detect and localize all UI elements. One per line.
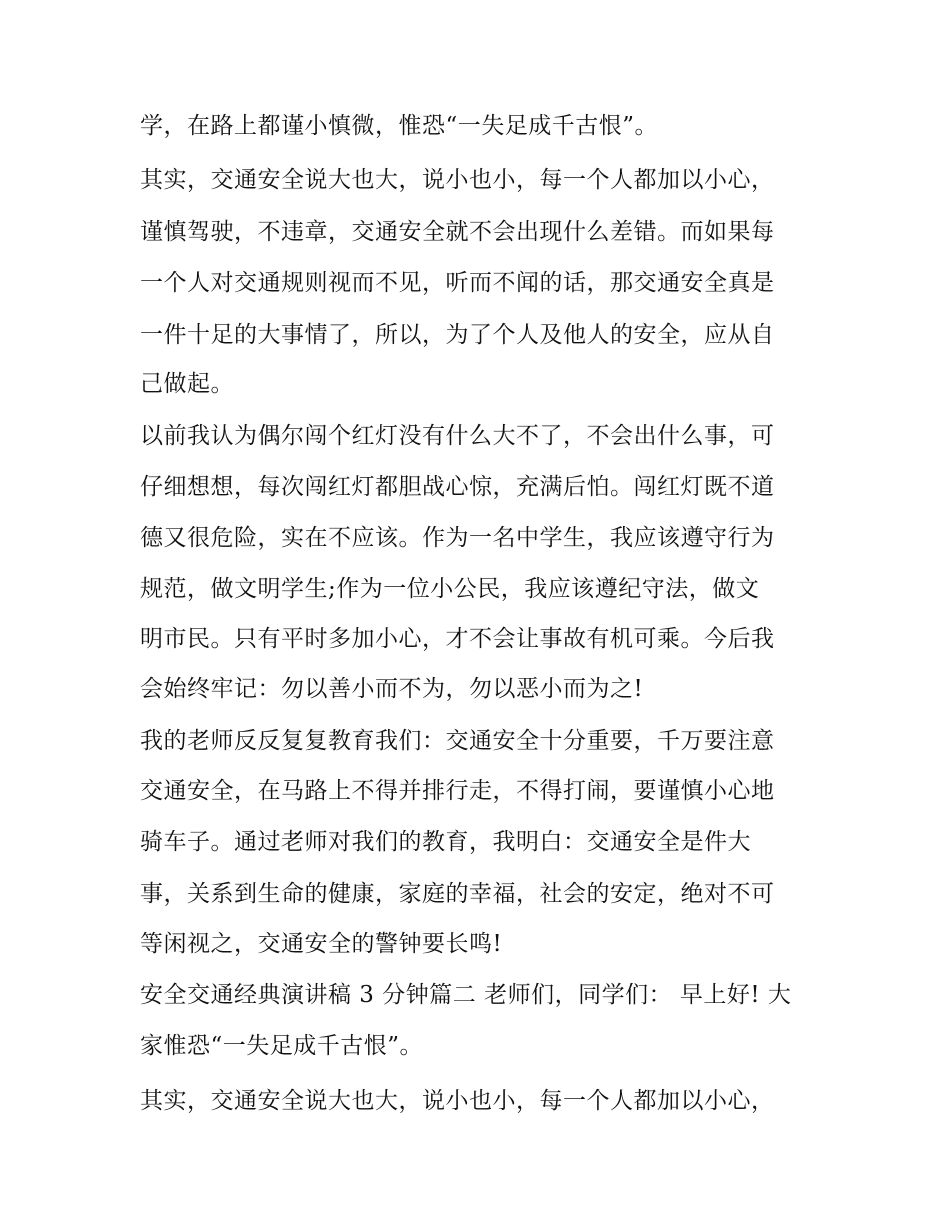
text-line: 一件十足的大事情了，所以，为了个人及他人的安全，应从自	[140, 322, 775, 348]
text-line: 交通安全，在马路上不得并排行走，不得打闹，要谨慎小心地	[140, 778, 775, 804]
text-line: 以前我认为偶尔闯个红灯没有什么大不了，不会出什么事，可	[140, 423, 775, 449]
text-line: 仔细想想，每次闯红灯都胆战心惊，充满后怕。闯红灯既不道	[140, 474, 775, 500]
text-line: 其实，交通安全说大也大，说小也小，每一个人都加以小心，	[140, 1088, 775, 1114]
text-line: 等闲视之，交通安全的警钟要长鸣!	[140, 931, 503, 957]
text-line: 德又很危险，实在不应该。作为一名中学生，我应该遵守行为	[140, 525, 775, 551]
text-line: 己做起。	[140, 371, 234, 397]
text-line: 家惟恐“一失足成千古恨”。	[140, 1033, 424, 1059]
text-line: 明市民。只有平时多加小心，才不会让事故有机可乘。今后我	[140, 626, 775, 652]
text-line: 一个人对交通规则视而不见，听而不闻的话，那交通安全真是	[140, 270, 775, 296]
text-line: 安全交通经典演讲稿 3 分钟篇二 老师们，同学们： 早上好! 大	[140, 982, 792, 1008]
text-line: 其实，交通安全说大也大，说小也小，每一个人都加以小心，	[140, 167, 775, 193]
text-line: 谨慎驾驶，不违章，交通安全就不会出现什么差错。而如果每	[140, 219, 775, 245]
text-line: 学，在路上都谨小慎微，惟恐“一失足成千古恨”。	[140, 113, 659, 139]
text-line: 我的老师反反复复教育我们：交通安全十分重要，千万要注意	[140, 728, 775, 754]
text-line: 会始终牢记：勿以善小而不为，勿以恶小而为之!	[140, 676, 644, 702]
text-line: 事，关系到生命的健康，家庭的幸福，社会的安定，绝对不可	[140, 881, 775, 907]
text-line: 骑车子。通过老师对我们的教育，我明白：交通安全是件大	[140, 829, 751, 855]
text-line: 规范，做文明学生;作为一位小公民，我应该遵纪守法，做文	[140, 576, 760, 602]
